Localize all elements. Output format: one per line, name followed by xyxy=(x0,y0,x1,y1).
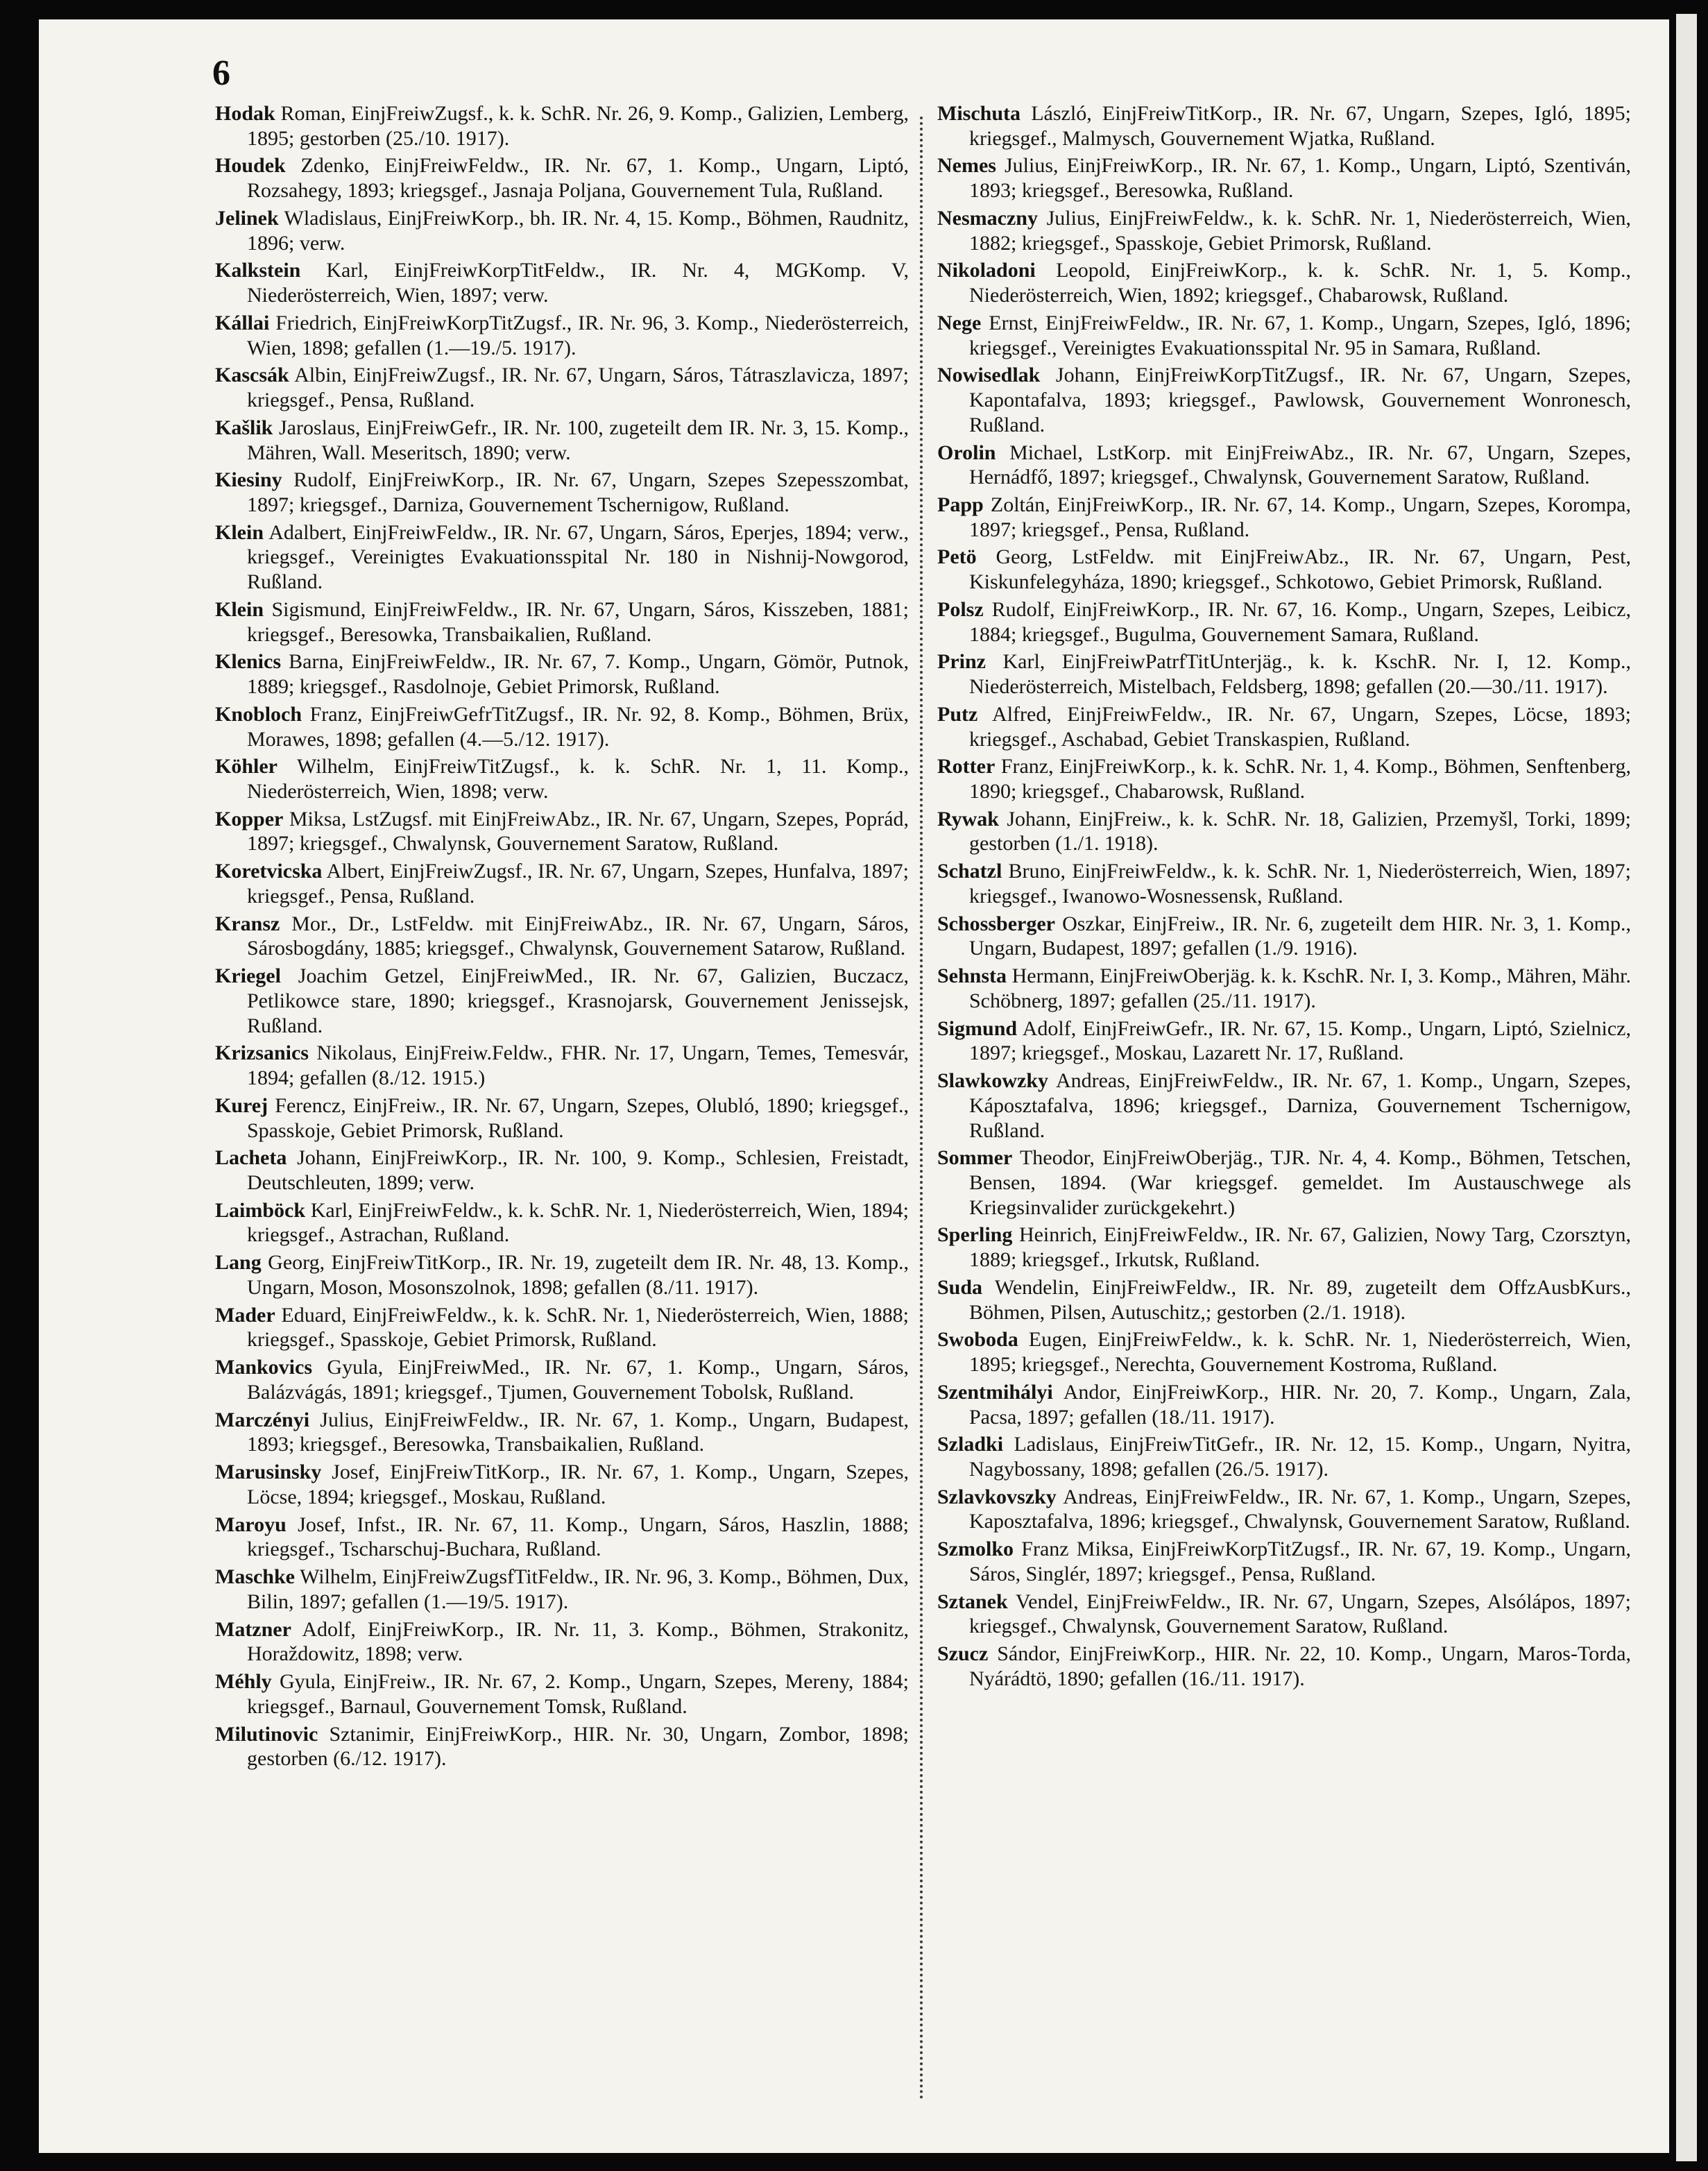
roster-entry xyxy=(215,101,909,151)
entry-surname: Schossberger xyxy=(937,912,1055,935)
roster-entry xyxy=(215,363,909,412)
entry-surname: Méhly xyxy=(215,1670,272,1694)
entry-surname: Kopper xyxy=(215,807,284,831)
entry-details: Eugen, EinjFreiwFeldw., k. k. SchR. Nr. 1, Niederösterreich, Wien, 1895; kriegsgef., Nerechta, Gouvernement Kostroma, Rußland. xyxy=(969,1328,1632,1377)
entry-details: Barna, EinjFreiwFeldw., IR. Nr. 67, 7. Komp., Ungarn, Gömör, Putnok, 1889; kriegsgef., Rasdolnoje, Gebiet Primorsk, Rußland. xyxy=(247,650,909,699)
entry-surname: Jelinek xyxy=(215,206,279,230)
roster-entry xyxy=(215,1146,909,1195)
entry-details: Sztanimir, EinjFreiwKorp., HIR. Nr. 30, Ungarn, Zombor, 1898; gestorben (6./12. 1917). xyxy=(247,1722,909,1771)
entry-details: Zdenko, EinjFreiwFeldw., IR. Nr. 67, 1. Komp., Ungarn, Liptó, Rozsahegy, 1893; kriegsgef., Jasnaja Poljana, Gouvernement Tula, Rußland. xyxy=(247,154,909,203)
roster-entry xyxy=(937,1537,1631,1586)
entry-surname: Kalkstein xyxy=(215,259,301,282)
entry-surname: Mankovics xyxy=(215,1356,313,1379)
entry-details: Franz, EinjFreiwKorp., k. k. SchR. Nr. 1, 4. Komp., Böhmen, Senftenberg, 1890; kriegsgef., Chabarowsk, Rußland. xyxy=(969,755,1632,803)
entry-details: Zoltán, EinjFreiwKorp., IR. Nr. 67, 14. Komp., Ungarn, Szepes, Korompa, 1897; kriegsgef., Pensa, Rußland. xyxy=(969,493,1631,541)
roster-entry xyxy=(937,1380,1631,1429)
roster-entry xyxy=(937,441,1631,490)
entry-details: Andreas, EinjFreiwFeldw., IR. Nr. 67, 1. Komp., Ungarn, Szepes, Káposztafalva, 1896; kriegsgef., Darniza, Gouvernement Tschernigow, Rußland. xyxy=(969,1069,1631,1142)
entry-surname: Swoboda xyxy=(937,1328,1018,1352)
roster-entry xyxy=(937,101,1631,151)
entry-details: Wendelin, EinjFreiwFeldw., IR. Nr. 89, zugeteilt dem OffzAusbKurs., Böhmen, Pilsen, Autuschitz,; gestorben (2./1. 1918). xyxy=(969,1275,1631,1324)
entry-surname: Hodak xyxy=(215,102,275,125)
entry-surname: Laimböck xyxy=(215,1198,306,1222)
entry-surname: Szucz xyxy=(937,1642,989,1666)
roster-entry xyxy=(215,1041,909,1090)
roster-entry xyxy=(215,1355,909,1404)
roster-entry xyxy=(937,964,1631,1013)
entry-details: Joachim Getzel, EinjFreiwMed., IR. Nr. 67, Galizien, Buczacz, Petlikowce stare, 1890; kriegsgef., Krasnojarsk, Gouvernement Jenissejsk, Rußland. xyxy=(247,964,909,1037)
entry-details: Adolf, EinjFreiwGefr., IR. Nr. 67, 15. Komp., Ungarn, Liptó, Szielnicz, 1897; kriegsgef., Moskau, Lazarett Nr. 17, Rußland. xyxy=(969,1016,1631,1065)
roster-entry xyxy=(937,1146,1631,1220)
entry-surname: Schatzl xyxy=(937,860,1002,883)
entry-details: Julius, EinjFreiwFeldw., IR. Nr. 67, 1. Komp., Ungarn, Budapest, 1893; kriegsgef., Beresowka, Transbaikalien, Rußland. xyxy=(247,1408,909,1456)
roster-entry xyxy=(215,702,909,751)
roster-entry xyxy=(215,807,909,856)
roster-entry xyxy=(937,597,1631,647)
roster-entry xyxy=(937,912,1631,961)
entry-details: Leopold, EinjFreiwKorp., k. k. SchR. Nr. 1, 5. Komp., Niederösterreich, Wien, 1892; kriegsgef., Chabarowsk, Rußland. xyxy=(969,259,1631,307)
roster-entry xyxy=(937,859,1631,908)
entry-details: Sándor, EinjFreiwKorp., HIR. Nr. 22, 10. Komp., Ungarn, Maros-Torda, Nyárádtö, 1890; gefallen (16./11. 1917). xyxy=(969,1642,1632,1690)
entry-surname: Matzner xyxy=(215,1617,291,1641)
entry-details: Albert, EinjFreiwZugsf., IR. Nr. 67, Ungarn, Szepes, Hunfalva, 1897; kriegsgef., Pensa, Rußland. xyxy=(247,860,909,908)
entry-details: Friedrich, EinjFreiwKorpTitZugsf., IR. Nr. 96, 3. Komp., Niederösterreich, Wien, 1898; gefallen (1.—19./5. 1917). xyxy=(247,311,909,359)
entry-details: Wilhelm, EinjFreiwTitZugsf., k. k. SchR. Nr. 1, 11. Komp., Niederösterreich, Wien, 1898; verw. xyxy=(247,755,909,803)
column-divider xyxy=(920,117,923,2101)
entry-details: Georg, LstFeldw. mit EinjFreiwAbz., IR. Nr. 67, Ungarn, Pest, Kiskunfelegyháza, 1890; kriegsgef., Schkotowo, Gebiet Primorsk, Rußland. xyxy=(969,545,1631,594)
entry-details: Josef, Infst., IR. Nr. 67, 11. Komp., Ungarn, Sáros, Haszlin, 1888; kriegsgef., Tscharschuj-Buchara, Rußland. xyxy=(247,1513,909,1561)
entry-details: László, EinjFreiwTitKorp., IR. Nr. 67, Ungarn, Szepes, Igló, 1895; kriegsgef., Malmysch, Gouvernement Wjatka, Rußland. xyxy=(969,102,1632,150)
roster-entry xyxy=(215,912,909,961)
entry-surname: Nesmaczny xyxy=(937,206,1038,230)
entry-details: Hermann, EinjFreiwOberjäg. k. k. KschR. Nr. I, 3. Komp., Mähren, Mähr. Schöbnerg, 1897; gefallen (25./11. 1917). xyxy=(969,964,1631,1012)
roster-entry xyxy=(937,1590,1631,1639)
roster-entry xyxy=(215,964,909,1038)
roster-entry xyxy=(937,1327,1631,1377)
roster-entry xyxy=(937,1223,1631,1272)
entry-surname: Klein xyxy=(215,597,264,621)
roster-entry xyxy=(937,206,1631,255)
roster-entry xyxy=(937,258,1631,307)
entry-surname: Papp xyxy=(937,493,984,516)
roster-entry xyxy=(215,1093,909,1143)
entry-surname: Milutinovic xyxy=(215,1722,318,1746)
entry-surname: Maschke xyxy=(215,1565,295,1589)
page-edge-strip xyxy=(1676,14,1697,2161)
roster-entry xyxy=(937,1016,1631,1066)
entry-surname: Kascsák xyxy=(215,364,289,387)
roster-entry xyxy=(215,1303,909,1352)
entry-details: Ferencz, EinjFreiw., IR. Nr. 67, Ungarn, Szepes, Olubló, 1890; kriegsgef., Spasskoje, Gebiet Primorsk, Rußland. xyxy=(247,1093,909,1142)
entry-surname: Mader xyxy=(215,1303,275,1327)
entry-details: Oszkar, EinjFreiw., IR. Nr. 6, zugeteilt dem HIR. Nr. 3, 1. Komp., Ungarn, Budapest, 1897; gefallen (1./9. 1916). xyxy=(969,912,1631,960)
entry-surname: Koretvicska xyxy=(215,860,323,883)
entry-details: Julius, EinjFreiwKorp., IR. Nr. 67, 1. Komp., Ungarn, Liptó, Szentiván, 1893; kriegsgef., Beresowka, Rußland. xyxy=(969,154,1631,203)
document-page xyxy=(39,19,1669,2153)
roster-entry xyxy=(215,520,909,595)
entry-details: Andreas, EinjFreiwFeldw., IR. Nr. 67, 1. Komp., Ungarn, Szepes, Kaposztafalva, 1896; kriegsgef., Chwalynsk, Gouvernement Saratow, Rußland. xyxy=(969,1485,1631,1533)
entry-surname: Orolin xyxy=(937,441,996,464)
roster-entry xyxy=(937,702,1631,751)
entry-details: Adalbert, EinjFreiwFeldw., IR. Nr. 67, Ungarn, Sáros, Eperjes, 1894; verw., kriegsgef., Vereinigtes Evakuationsspital Nr. 180 in Nishnij-Nowgorod, Rußland. xyxy=(247,520,909,594)
entry-surname: Petö xyxy=(937,545,977,569)
entry-surname: Kállai xyxy=(215,311,270,334)
entry-surname: Putz xyxy=(937,702,978,726)
entry-details: Georg, EinjFreiwTitKorp., IR. Nr. 19, zugeteilt dem IR. Nr. 48, 13. Komp., Ungarn, Moson, Mosonszolnok, 1898; gefallen (8./11. 1917). xyxy=(247,1251,909,1299)
entry-details: Karl, EinjFreiwKorpTitFeldw., IR. Nr. 4, MGKomp. V, Niederösterreich, Wien, 1897; verw. xyxy=(247,259,909,307)
entry-surname: Lang xyxy=(215,1251,262,1275)
entry-details: Sigismund, EinjFreiwFeldw., IR. Nr. 67, Ungarn, Sáros, Kisszeben, 1881; kriegsgef., Beresowka, Transbaikalien, Rußland. xyxy=(247,597,909,646)
entry-surname: Mischuta xyxy=(937,102,1020,125)
entry-surname: Sztanek xyxy=(937,1590,1008,1613)
roster-entry xyxy=(937,1642,1631,1691)
entry-details: Johann, EinjFreiwKorp., IR. Nr. 100, 9. Komp., Schlesien, Freistadt, Deutschleuten, 1899; verw. xyxy=(247,1146,909,1194)
entry-details: Gyula, EinjFreiw., IR. Nr. 67, 2. Komp., Ungarn, Szepes, Mereny, 1884; kriegsgef., Barnaul, Gouvernement Tomsk, Rußland. xyxy=(247,1670,909,1718)
roster-entry xyxy=(937,649,1631,699)
entry-surname: Marusinsky xyxy=(215,1461,322,1484)
entry-surname: Szlavkovszky xyxy=(937,1485,1057,1508)
entry-details: Miksa, LstZugsf. mit EinjFreiwAbz., IR. Nr. 67, Ungarn, Szepes, Poprád, 1897; kriegsgef., Chwalynsk, Gouvernement Saratow, Rußland. xyxy=(247,807,909,855)
entry-surname: Szmolko xyxy=(937,1538,1014,1561)
entry-surname: Houdek xyxy=(215,154,286,178)
roster-entry xyxy=(937,1432,1631,1481)
entry-surname: Polsz xyxy=(937,597,984,621)
entry-details: Wladislaus, EinjFreiwKorp., bh. IR. Nr. 4, 15. Komp., Böhmen, Raudnitz, 1896; verw. xyxy=(247,206,909,255)
entry-details: Franz Miksa, EinjFreiwKorpTitZugsf., IR. Nr. 67, 19. Komp., Ungarn, Sáros, Singlér, 1897; kriegsgef., Pensa, Rußland. xyxy=(969,1538,1632,1585)
roster-entry xyxy=(215,468,909,517)
entry-details: Franz, EinjFreiwGefrTitZugsf., IR. Nr. 92, 8. Komp., Böhmen, Brüx, Morawes, 1898; gefallen (4.—5./12. 1917). xyxy=(247,702,909,751)
entry-surname: Szentmihályi xyxy=(937,1380,1053,1404)
roster-entry xyxy=(215,258,909,307)
right-column xyxy=(937,101,1631,1694)
entry-surname: Kiesiny xyxy=(215,468,282,492)
entry-details: Julius, EinjFreiwFeldw., k. k. SchR. Nr. 1, Niederösterreich, Wien, 1882; kriegsgef., Spasskoje, Gebiet Primorsk, Rußland. xyxy=(969,206,1632,255)
roster-entry xyxy=(937,754,1631,803)
entry-details: Ladislaus, EinjFreiwTitGefr., IR. Nr. 12, 15. Komp., Ungarn, Nyitra, Nagybossany, 1898; gefallen (26./5. 1917). xyxy=(969,1433,1631,1481)
roster-entry xyxy=(215,416,909,465)
roster-entry xyxy=(215,597,909,647)
roster-entry xyxy=(215,1408,909,1457)
roster-entry xyxy=(215,153,909,203)
entry-surname: Sperling xyxy=(937,1223,1013,1247)
entry-surname: Szladki xyxy=(937,1433,1004,1456)
page-number: 6 xyxy=(212,53,230,93)
entry-details: Albin, EinjFreiwZugsf., IR. Nr. 67, Ungarn, Sáros, Tátraszlavicza, 1897; kriegsgef., Pensa, Rußland. xyxy=(247,364,909,412)
entry-details: Adolf, EinjFreiwKorp., IR. Nr. 11, 3. Komp., Böhmen, Strakonitz, Horaždowitz, 1898; verw. xyxy=(247,1617,909,1666)
entry-details: Jaroslaus, EinjFreiwGefr., IR. Nr. 100, zugeteilt dem IR. Nr. 3, 15. Komp., Mähren, Wall. Meseritsch, 1890; verw. xyxy=(247,416,909,464)
entry-details: Theodor, EinjFreiwOberjäg., TJR. Nr. 4, 4. Komp., Böhmen, Tetschen, Bensen, 1894. (War kriegsgef. gemeldet. Im Austauschwege als Kriegsinvalider zurückgekehrt.) xyxy=(969,1146,1631,1219)
entry-surname: Krizsanics xyxy=(215,1041,309,1065)
left-column xyxy=(215,101,909,1774)
entry-surname: Sehnsta xyxy=(937,964,1007,988)
roster-entry xyxy=(215,1722,909,1771)
entry-surname: Nikoladoni xyxy=(937,259,1036,282)
entry-surname: Slawkowzky xyxy=(937,1069,1049,1093)
roster-entry xyxy=(937,1485,1631,1534)
roster-entry xyxy=(937,1069,1631,1143)
entry-surname: Klenics xyxy=(215,650,281,674)
entry-surname: Sommer xyxy=(937,1146,1013,1170)
entry-details: Karl, EinjFreiwPatrfTitUnterjäg., k. k. KschR. Nr. I, 12. Komp., Niederösterreich, Mistelbach, Feldsberg, 1898; gefallen (20.—30./11. 1917). xyxy=(969,650,1631,699)
entry-details: Josef, EinjFreiwTitKorp., IR. Nr. 67, 1. Komp., Ungarn, Szepes, Löcse, 1894; kriegsgef., Moskau, Rußland. xyxy=(247,1461,909,1508)
entry-surname: Rotter xyxy=(937,755,996,778)
entry-details: Alfred, EinjFreiwFeldw., IR. Nr. 67, Ungarn, Szepes, Löcse, 1893; kriegsgef., Aschabad, Gebiet Transkaspien, Rußland. xyxy=(969,702,1631,751)
entry-surname: Kašlik xyxy=(215,416,273,439)
roster-entry xyxy=(937,545,1631,594)
roster-entry xyxy=(215,1250,909,1300)
roster-entry xyxy=(215,1460,909,1509)
roster-entry xyxy=(937,493,1631,542)
roster-entry xyxy=(215,1617,909,1667)
roster-entry xyxy=(215,311,909,360)
entry-surname: Rywak xyxy=(937,807,999,831)
entry-surname: Nemes xyxy=(937,154,996,178)
roster-entry xyxy=(215,859,909,908)
roster-entry xyxy=(937,807,1631,856)
roster-entry xyxy=(215,1513,909,1562)
roster-entry xyxy=(215,1669,909,1719)
entry-surname: Maroyu xyxy=(215,1513,287,1536)
entry-surname: Nowisedlak xyxy=(937,364,1041,387)
entry-surname: Köhler xyxy=(215,755,277,778)
roster-entry xyxy=(937,1275,1631,1325)
entry-details: Wilhelm, EinjFreiwZugsfTitFeldw., IR. Nr. 96, 3. Komp., Böhmen, Dux, Bilin, 1897; gefallen (1.—19/5. 1917). xyxy=(247,1565,909,1613)
entry-surname: Kurej xyxy=(215,1093,268,1117)
entry-details: Nikolaus, EinjFreiw.Feldw., FHR. Nr. 17, Ungarn, Temes, Temesvár, 1894; gefallen (8./12. 1915.) xyxy=(247,1041,909,1090)
entry-details: Ernst, EinjFreiwFeldw., IR. Nr. 67, 1. Komp., Ungarn, Szepes, Igló, 1896; kriegsgef., Vereinigtes Evakuationsspital Nr. 95 in Samara, Rußland. xyxy=(969,311,1631,359)
entry-surname: Prinz xyxy=(937,650,986,674)
entry-details: Roman, EinjFreiwZugsf., k. k. SchR. Nr. 26, 9. Komp., Galizien, Lemberg, 1895; gestorben (25./10. 1917). xyxy=(247,102,909,150)
entry-surname: Kransz xyxy=(215,912,280,935)
roster-entry xyxy=(937,311,1631,360)
roster-entry xyxy=(937,153,1631,203)
entry-details: Rudolf, EinjFreiwKorp., IR. Nr. 67, 16. Komp., Ungarn, Szepes, Leibicz, 1884; kriegsgef., Bugulma, Gouvernement Samara, Rußland. xyxy=(969,597,1631,646)
roster-entry xyxy=(215,1565,909,1614)
entry-surname: Nege xyxy=(937,311,982,334)
entry-surname: Sigmund xyxy=(937,1016,1018,1040)
roster-entry xyxy=(215,1198,909,1248)
roster-entry xyxy=(937,363,1631,437)
entry-surname: Klein xyxy=(215,520,264,544)
entry-details: Johann, EinjFreiw., k. k. SchR. Nr. 18, Galizien, Przemyšl, Torki, 1899; gestorben (1./1. 1918). xyxy=(969,807,1632,855)
entry-details: Eduard, EinjFreiwFeldw., k. k. SchR. Nr. 1, Niederösterreich, Wien, 1888; kriegsgef., Spasskoje, Gebiet Primorsk, Rußland. xyxy=(247,1303,909,1352)
entry-surname: Marczényi xyxy=(215,1408,310,1431)
entry-details: Vendel, EinjFreiwFeldw., IR. Nr. 67, Ungarn, Szepes, Alsólápos, 1897; kriegsgef., Chwalynsk, Gouvernement Saratow, Rußland. xyxy=(969,1590,1631,1638)
entry-details: Gyula, EinjFreiwMed., IR. Nr. 67, 1. Komp., Ungarn, Sáros, Balázvágás, 1891; kriegsgef., Tjumen, Gouvernement Tobolsk, Rußland. xyxy=(247,1356,909,1404)
roster-entry xyxy=(215,649,909,699)
entry-details: Andor, EinjFreiwKorp., HIR. Nr. 20, 7. Komp., Ungarn, Zala, Pacsa, 1897; gefallen (18./11. 1917). xyxy=(969,1380,1631,1429)
entry-surname: Lacheta xyxy=(215,1146,287,1170)
entry-details: Bruno, EinjFreiwFeldw., k. k. SchR. Nr. 1, Niederösterreich, Wien, 1897; kriegsgef., Iwanowo-Wosnessensk, Rußland. xyxy=(969,860,1631,908)
entry-details: Michael, LstKorp. mit EinjFreiwAbz., IR. Nr. 67, Ungarn, Szepes, Hernádfő, 1897; kriegsgef., Chwalynsk, Gouvernement Saratow, Rußland. xyxy=(969,441,1632,489)
entry-surname: Kriegel xyxy=(215,964,281,988)
roster-entry xyxy=(215,206,909,255)
entry-details: Karl, EinjFreiwFeldw., k. k. SchR. Nr. 1, Niederösterreich, Wien, 1894; kriegsgef., Astrachan, Rußland. xyxy=(247,1198,909,1247)
entry-surname: Suda xyxy=(937,1275,983,1299)
entry-details: Mor., Dr., LstFeldw. mit EinjFreiwAbz., IR. Nr. 67, Ungarn, Sáros, Sárosbogdány, 1885; kriegsgef., Chwalynsk, Gouvernement Satarow, Rußland. xyxy=(247,912,909,960)
entry-details: Heinrich, EinjFreiwFeldw., IR. Nr. 67, Galizien, Nowy Targ, Czorsztyn, 1889; kriegsgef., Irkutsk, Rußland. xyxy=(969,1223,1631,1272)
roster-entry xyxy=(215,754,909,803)
entry-details: Rudolf, EinjFreiwKorp., IR. Nr. 67, Ungarn, Szepes Szepesszombat, 1897; kriegsgef., Darniza, Gouvernement Tschernigow, Rußland. xyxy=(247,468,909,516)
entry-surname: Knobloch xyxy=(215,702,302,726)
entry-details: Johann, EinjFreiwKorpTitZugsf., IR. Nr. 67, Ungarn, Szepes, Kapontafalva, 1893; kriegsgef., Pawlowsk, Gouvernement Wonronesch, Rußland. xyxy=(969,364,1631,436)
